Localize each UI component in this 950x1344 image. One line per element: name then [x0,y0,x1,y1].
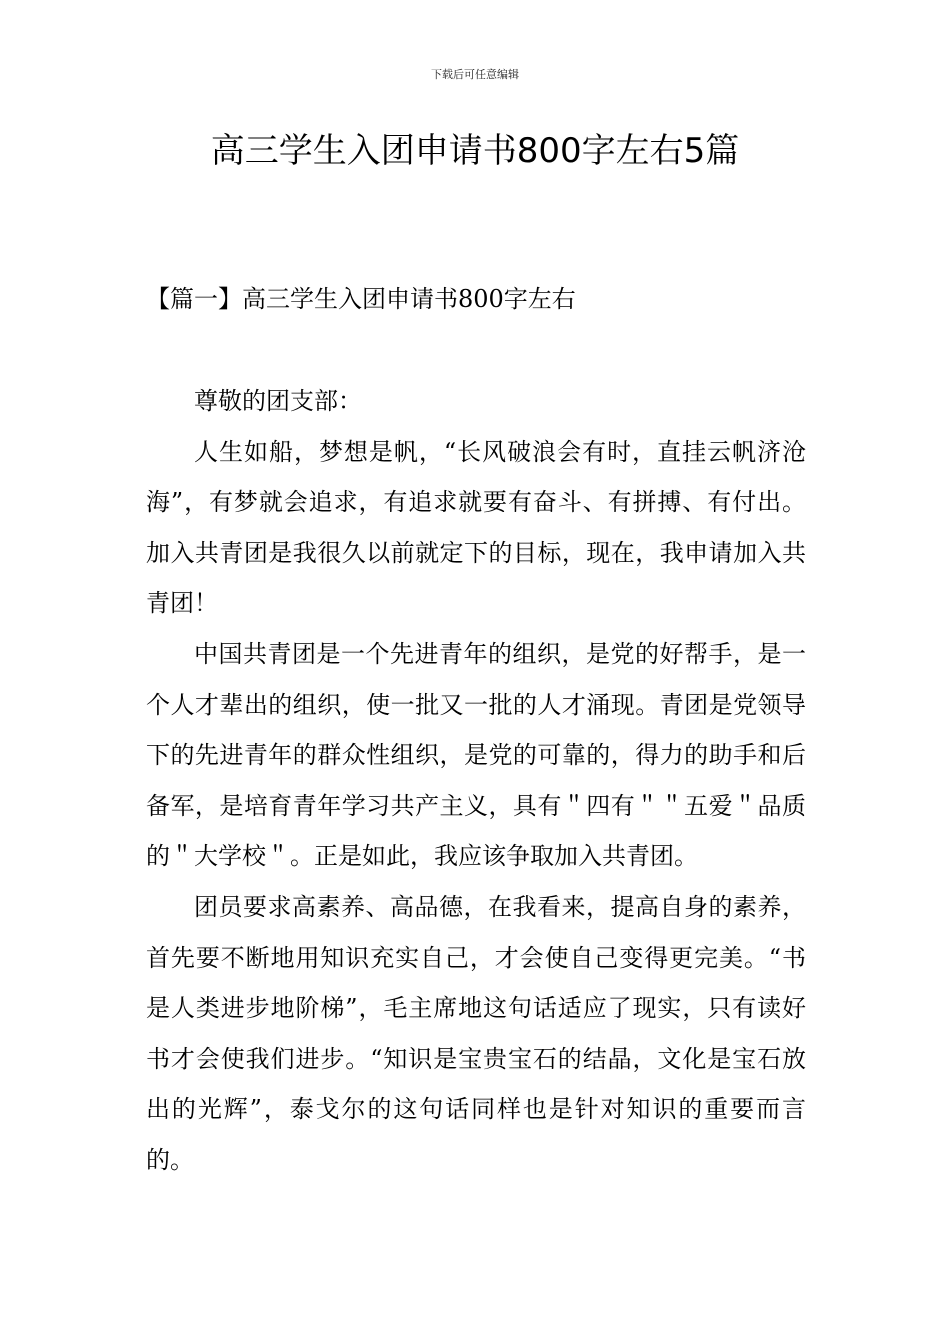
header-note: 下载后可任意编辑 [431,68,519,81]
paragraph: 中国共青团是一个先进青年的组织，是党的好帮手，是一个人才辈出的组织，使一批又一批的人才涌现。青团是党领导下的先进青年的群众性组织，是党的可靠的，得力的助手和后备军，是培育青年学习共产主义，具有＂四有＂＂五爱＂品质的＂大学校＂。正是如此，我应该争取加入共青团。 [146,639,806,871]
document-body [146,376,806,1186]
section-heading: 【篇一】高三学生入团申请书800字左右 [146,285,576,313]
document-title: 高三学生入团申请书800字左右5篇 [210,131,740,171]
paragraph: 人生如船，梦想是帆，“长风破浪会有时，直挂云帆济沧海”，有梦就会追求，有追求就要有奋斗、有拼搏、有付出。加入共青团是我很久以前就定下的目标，现在，我申请加入共青团！ [146,437,806,618]
paragraph: 团员要求高素养、高品德，在我看来，提高自身的素养，首先要不断地用知识充实自己，才会使自己变得更完美。“书是人类进步地阶梯”，毛主席地这句话适应了现实，只有读好书才会使我们进步。“知识是宝贵宝石的结晶，文化是宝石放出的光辉”，泰戈尔的这句话同样也是针对知识的重要而言的。 [146,892,806,1174]
salutation: 尊敬的团支部： [194,387,362,415]
